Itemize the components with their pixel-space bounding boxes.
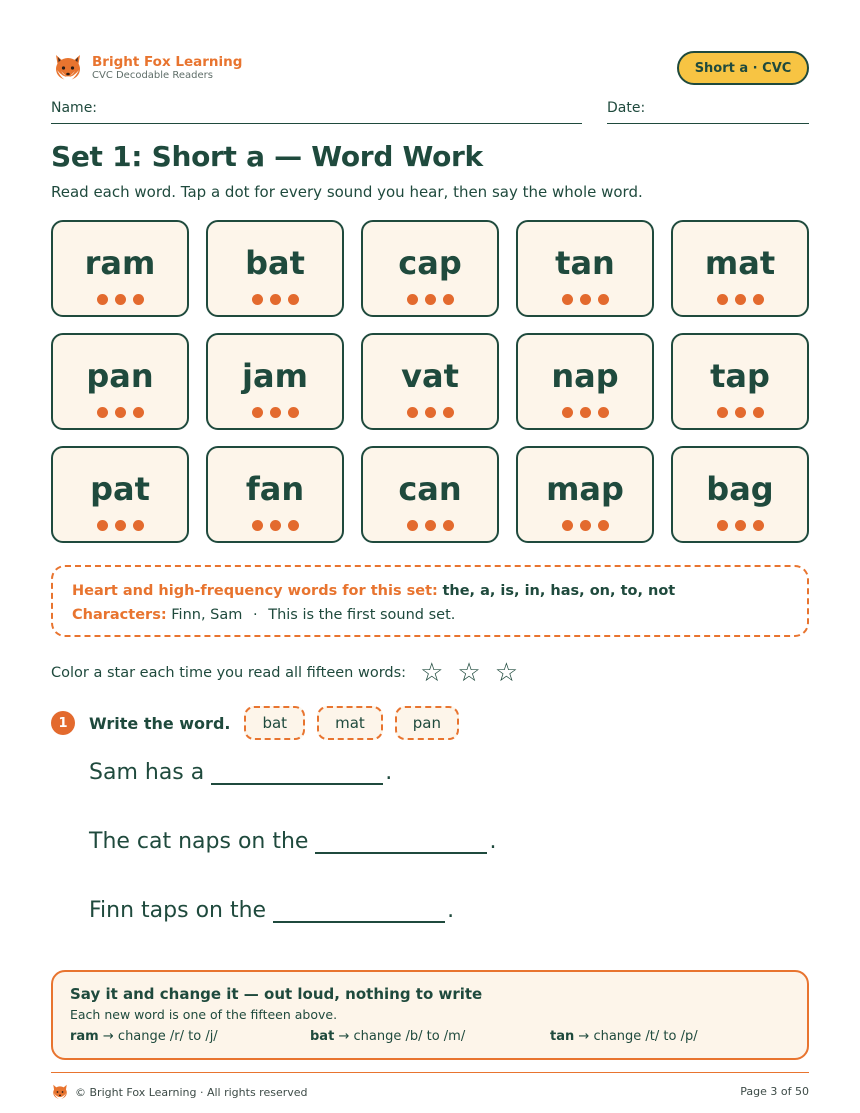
answer-blank[interactable] (273, 899, 445, 923)
sound-dot[interactable] (407, 407, 418, 418)
sound-dots (53, 520, 187, 531)
word-choice-chip[interactable]: bat (244, 706, 305, 740)
card-word: pat (90, 470, 150, 508)
say-it-item (70, 1029, 310, 1044)
sound-dot[interactable] (753, 407, 764, 418)
footer-copyright-block (51, 1083, 308, 1101)
change-text: change /t/ to /p/ (593, 1029, 698, 1044)
footer-divider (51, 1072, 809, 1073)
change-text: change /b/ to /m/ (353, 1029, 466, 1044)
exercise-label: Write the word. (89, 713, 231, 733)
word-card[interactable] (361, 446, 499, 543)
word-card[interactable] (51, 333, 189, 430)
sound-dot[interactable] (735, 520, 746, 531)
sound-dot[interactable] (288, 407, 299, 418)
arrow-icon: → (338, 1029, 350, 1044)
star-tracker (51, 660, 518, 686)
star-prompt: Color a star each time you read all fifteen words: (51, 665, 407, 681)
sound-dots (53, 407, 187, 418)
page-number: Page 3 of 50 (740, 1085, 809, 1098)
sound-dot[interactable] (562, 520, 573, 531)
sentence-end: . (447, 898, 455, 923)
card-word: jam (242, 357, 308, 395)
sound-dots (673, 407, 807, 418)
word-card[interactable] (206, 446, 344, 543)
word-card[interactable] (516, 446, 654, 543)
answer-blank[interactable] (315, 830, 487, 854)
page-title: Set 1: Short a — Word Work (51, 140, 483, 173)
sound-dot[interactable] (133, 294, 144, 305)
sound-dot[interactable] (407, 520, 418, 531)
sound-dot[interactable] (598, 294, 609, 305)
name-line[interactable] (51, 123, 582, 124)
word-card[interactable] (51, 220, 189, 317)
sound-dot[interactable] (407, 294, 418, 305)
arrow-icon: → (102, 1029, 114, 1044)
star-outline-icon[interactable]: ☆ (494, 658, 518, 688)
sound-dot[interactable] (97, 294, 108, 305)
sound-dot[interactable] (133, 407, 144, 418)
sound-dots (673, 294, 807, 305)
say-it-subtitle: Each new word is one of the fifteen above. (70, 1007, 338, 1022)
date-line[interactable] (607, 123, 809, 124)
sound-dot[interactable] (443, 407, 454, 418)
sound-dot[interactable] (252, 294, 263, 305)
sound-dot[interactable] (133, 520, 144, 531)
sound-dot[interactable] (425, 520, 436, 531)
card-word: tap (710, 357, 770, 395)
word-card[interactable] (361, 333, 499, 430)
sound-dots (518, 294, 652, 305)
sound-dots (518, 407, 652, 418)
sound-dot[interactable] (717, 294, 728, 305)
sentence-end: . (385, 760, 393, 785)
sound-dots (208, 294, 342, 305)
sound-dot[interactable] (717, 407, 728, 418)
sound-dot[interactable] (252, 407, 263, 418)
exercise-header (51, 706, 459, 740)
word-card[interactable] (206, 220, 344, 317)
sound-dot[interactable] (717, 520, 728, 531)
sound-dots (53, 294, 187, 305)
sound-dot[interactable] (443, 520, 454, 531)
sentence-text: The cat naps on the (89, 829, 309, 854)
sound-dot[interactable] (270, 294, 281, 305)
fox-logo-icon (51, 1083, 69, 1101)
instructions: Read each word. Tap a dot for every sound you hear, then say the whole word. (51, 183, 643, 201)
sound-dot[interactable] (288, 520, 299, 531)
word-card[interactable] (206, 333, 344, 430)
sound-dot[interactable] (598, 407, 609, 418)
sound-dot[interactable] (580, 407, 591, 418)
date-label: Date: (607, 100, 646, 116)
sound-dot[interactable] (735, 407, 746, 418)
heart-words-line (72, 579, 788, 603)
sentence (89, 829, 496, 854)
sound-dot[interactable] (443, 294, 454, 305)
sound-dots (208, 407, 342, 418)
sentence-text: Finn taps on the (89, 898, 267, 923)
change-text: change /r/ to /j/ (117, 1029, 218, 1044)
say-it-title: Say it and change it — out loud, nothing to write (70, 985, 483, 1003)
characters-line (72, 603, 788, 627)
say-it-box (51, 970, 809, 1060)
sound-dots (673, 520, 807, 531)
sound-dot[interactable] (753, 294, 764, 305)
word-card[interactable] (671, 220, 809, 317)
sound-dot[interactable] (735, 294, 746, 305)
sound-dot[interactable] (97, 520, 108, 531)
sound-dot[interactable] (270, 407, 281, 418)
sound-dots (208, 520, 342, 531)
start-word: bat (310, 1029, 335, 1044)
sentence (89, 898, 454, 923)
word-card[interactable] (671, 446, 809, 543)
sentence-end: . (489, 829, 497, 854)
card-word: bag (706, 470, 774, 508)
word-choice-chip[interactable]: mat (317, 706, 383, 740)
characters: Finn, Sam (171, 607, 243, 623)
sound-dot[interactable] (115, 407, 126, 418)
sound-dot[interactable] (580, 294, 591, 305)
card-word: bat (245, 244, 305, 282)
word-choice-chip[interactable]: pan (395, 706, 459, 740)
say-it-item (310, 1029, 550, 1044)
sound-dots (363, 294, 497, 305)
level-badge: Short a · CVC (677, 51, 809, 85)
card-word: nap (551, 357, 619, 395)
sound-dots (363, 520, 497, 531)
sentence-text: Sam has a (89, 760, 205, 785)
card-word: vat (401, 357, 459, 395)
card-word: tan (555, 244, 615, 282)
sound-dot[interactable] (115, 520, 126, 531)
sound-dot[interactable] (115, 294, 126, 305)
name-label: Name: (51, 100, 98, 116)
arrow-icon: → (578, 1029, 590, 1044)
word-card[interactable] (516, 333, 654, 430)
word-card[interactable] (361, 220, 499, 317)
word-card-grid (51, 220, 809, 543)
brand (52, 52, 242, 84)
sound-dot[interactable] (270, 520, 281, 531)
card-word: map (546, 470, 624, 508)
word-card[interactable] (516, 220, 654, 317)
exercise-number: 1 (51, 711, 75, 735)
set-note: This is the first sound set. (268, 607, 456, 623)
star-outline-icon[interactable]: ☆ (420, 658, 444, 688)
heart-words-label: Heart and high-frequency words for this set: (72, 583, 438, 599)
sound-dot[interactable] (598, 520, 609, 531)
sound-dot[interactable] (252, 520, 263, 531)
card-word: can (398, 470, 462, 508)
answer-blank[interactable] (211, 761, 383, 785)
sentence (89, 760, 392, 785)
word-card[interactable] (671, 333, 809, 430)
sound-dots (518, 520, 652, 531)
star-outline-icon[interactable]: ☆ (457, 658, 481, 688)
word-card[interactable] (51, 446, 189, 543)
card-word: cap (398, 244, 462, 282)
sound-dot[interactable] (753, 520, 764, 531)
sound-dot[interactable] (97, 407, 108, 418)
separator: · (253, 607, 258, 623)
brand-name: Bright Fox Learning (92, 54, 243, 70)
brand-subtitle: CVC Decodable Readers (92, 70, 213, 81)
start-word: tan (550, 1029, 575, 1044)
fox-logo-icon (52, 52, 84, 84)
word-list-note (51, 565, 809, 637)
sound-dot[interactable] (288, 294, 299, 305)
sound-dot[interactable] (425, 294, 436, 305)
card-word: fan (245, 470, 305, 508)
sound-dot[interactable] (425, 407, 436, 418)
card-word: ram (84, 244, 156, 282)
card-word: pan (86, 357, 154, 395)
card-word: mat (704, 244, 776, 282)
sound-dot[interactable] (562, 407, 573, 418)
say-it-items (70, 1029, 790, 1044)
start-word: ram (70, 1029, 99, 1044)
sound-dots (363, 407, 497, 418)
sound-dot[interactable] (562, 294, 573, 305)
copyright-text: © Bright Fox Learning · All rights reserved (75, 1085, 308, 1099)
say-it-item (550, 1029, 790, 1044)
characters-label: Characters: (72, 607, 167, 623)
sound-dot[interactable] (580, 520, 591, 531)
heart-words: the, a, is, in, has, on, to, not (442, 583, 676, 599)
